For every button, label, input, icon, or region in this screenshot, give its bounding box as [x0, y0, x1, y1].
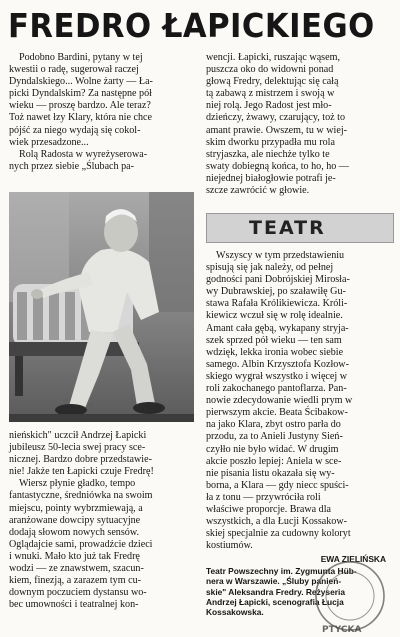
section-header-teatr: [206, 213, 394, 243]
actor-photo-image: [9, 192, 194, 422]
paragraph-line: roli zakochanego pantoflarza. Pan-: [206, 383, 347, 395]
credit-line: skie" Aleksandra Fredry. Reżyseria: [206, 586, 345, 597]
headline: FREDRO ŁAPICKIEGO: [8, 6, 375, 45]
paragraph-line: kiewicz wczuł się w rolę idealnie.: [206, 310, 343, 322]
paragraph-line: właściwe proporcje. Brawa dla: [206, 503, 331, 515]
paragraph-line: ła z tonu — przywróciła roli: [206, 491, 321, 503]
section-header-label: TEATR: [249, 217, 326, 239]
actor-photo: [9, 192, 194, 422]
paragraph-line: nieńskich" uczcił Andrzej Łapicki: [9, 430, 147, 441]
paragraph-line: wy Dubrawskiej, po szaławiłę Gu-: [206, 286, 346, 298]
paragraph-line: bec umowności i teatralnej kon-: [9, 599, 139, 611]
paragraph-line: picki Dyndalskim? Za następne pół: [9, 88, 152, 100]
paragraph-line: Wiersz płynie gładko, tempo: [19, 478, 136, 490]
paragraph-line: Podobno Bardini, pytany w tej: [19, 52, 143, 63]
paragraph-line: wdzięk, lekka ironia wobec siebie: [206, 346, 344, 358]
paragraph-line: pójść za niego wydają się cokol-: [9, 124, 141, 136]
paragraph-line: szcze zawrócić w głowie.: [206, 185, 310, 197]
paragraph-line: kwestii o radę, sugerował raczej: [9, 64, 139, 76]
paragraph-line: przodu, za to Anieli Justyny Sień-: [206, 431, 343, 443]
paragraph-line: downym poczuciem dystansu wo-: [9, 587, 147, 599]
paragraph-line: Oglądajcie sami, prowadźcie dzieci: [9, 538, 153, 550]
paragraph-line: dodają słowom nowych sensów.: [9, 526, 139, 538]
paragraph-line: borna, a Klara — gdy niecc spuści-: [206, 479, 349, 491]
paragraph-line: Wszyscy w tym przedstawieniu: [216, 250, 345, 261]
paragraph-line: wencji. Łapicki, ruszając wąsem,: [206, 52, 340, 63]
paragraph-line: samego. Albin Krzysztofa Kozłow-: [206, 358, 349, 370]
paragraph-line: Toż nawet łzy Klary, która nie chce: [9, 112, 152, 124]
paragraph-line: jubileusz 50-lecia swej pracy sce-: [9, 442, 146, 454]
paragraph-line: puszcza oko do widowni ponad: [206, 64, 334, 76]
paragraph-line: skim dworku przypadła mu rola: [206, 136, 335, 148]
paragraph-line: na jako Klara, zbyt ostro parła do: [206, 419, 341, 431]
paragraph-line: wszystkich, a dla Łucji Kossakow-: [206, 516, 348, 528]
left-column-top: [9, 52, 194, 173]
paragraph-line: Dyndalskiego... Wolne żarty — Ła-: [9, 76, 153, 88]
paragraph-line: niej rolą. Jego Radost jest mło-: [206, 100, 332, 112]
credit-line: nera w Warszawie. „Śluby panień-: [206, 576, 342, 587]
paragraph-line: wodzi — ze znawstwem, szacun-: [9, 563, 144, 575]
stamp-text: PTYCKA: [322, 625, 362, 634]
paragraph-line: nicznej. Bardzo dobre przedstawie-: [9, 454, 152, 466]
paragraph-line: wieku — proszę bardzo. Ale teraz?: [9, 100, 151, 112]
paragraph-line: stawa Rafała Królikiewicza. Króli-: [206, 298, 348, 310]
right-column-top: [206, 52, 394, 197]
paragraph-line: tą zabawą z mistrzem i swoją w: [206, 88, 335, 100]
paragraph-line: skiej specjalnie za cudowny koloryt: [206, 528, 351, 540]
paragraph-line: stryjaszka, ale niechże tylko te: [206, 148, 330, 160]
paragraph-line: kostiumów.: [206, 540, 253, 552]
paragraph-line: Rolą Radosta w wyreżyserowa-: [19, 148, 148, 160]
paragraph-line: nie pisania listu okazała się wy-: [206, 467, 335, 479]
credit-line: Andrzej Łapicki, scenografia Łucja: [206, 596, 344, 607]
paragraph-line: nych przez siebie „Ślubach pa-: [9, 160, 134, 172]
paragraph-line: nowie zdecydowanie wiedli prym w: [206, 395, 353, 407]
paragraph-line: głową Fredry, delektując się całą: [206, 76, 339, 88]
credit-line: Teatr Powszechny im. Zygmunta Hüb-: [206, 565, 357, 576]
paragraph-line: amant prawie. Owszem, tu w wiej-: [206, 124, 347, 136]
paragraph-line: godności pani Dobrójskiej Mirosła-: [206, 274, 350, 286]
left-column-bottom: [9, 430, 194, 611]
paragraph-line: skiego wygrał wszystko i więcej w: [206, 370, 348, 382]
author-byline: EWA ZIELIŃSKA: [320, 554, 386, 565]
paragraph-line: i wnuki. Mało kto już tak Fredrę: [9, 550, 140, 562]
paragraph-line: dzieńczy, żwawy, czarujący, toż to: [206, 112, 345, 124]
paragraph-line: spisują się jak należy, od pełnej: [206, 262, 334, 274]
paragraph-line: swaty dobiegną końca, to ho, ho —: [206, 160, 349, 172]
paragraph-line: wiek przesadzone...: [9, 136, 89, 148]
paragraph-line: szek sprzed pół wieku — ten sam: [206, 334, 342, 346]
paragraph-line: niejednej białogłowie potrafi je-: [206, 172, 336, 184]
credit-line: Kossakowska.: [206, 607, 264, 618]
paragraph-line: aranżowane dowcipy sytuacyjne: [9, 514, 141, 526]
library-stamp: [300, 552, 390, 634]
paragraph-line: Amant cała gębą, wykapany stryja-: [206, 322, 349, 334]
paragraph-line: miejscu, pointy wybrzmiewają, a: [9, 502, 143, 514]
paragraph-line: pierwszym akcie. Beata Ścibakow-: [206, 407, 348, 419]
paragraph-line: nie! Jakże ten Łapicki czuje Fredrę!: [9, 466, 154, 478]
paragraph-line: fantastyczne, średniówka na swoim: [9, 490, 153, 502]
paragraph-line: kiem, finezją, a zarazem tym cu-: [9, 575, 141, 587]
paragraph-line: czyłło nie było widać. W drugim: [206, 443, 339, 455]
paragraph-line: akcie poszło lepiej: Aniela w sce-: [206, 455, 342, 467]
